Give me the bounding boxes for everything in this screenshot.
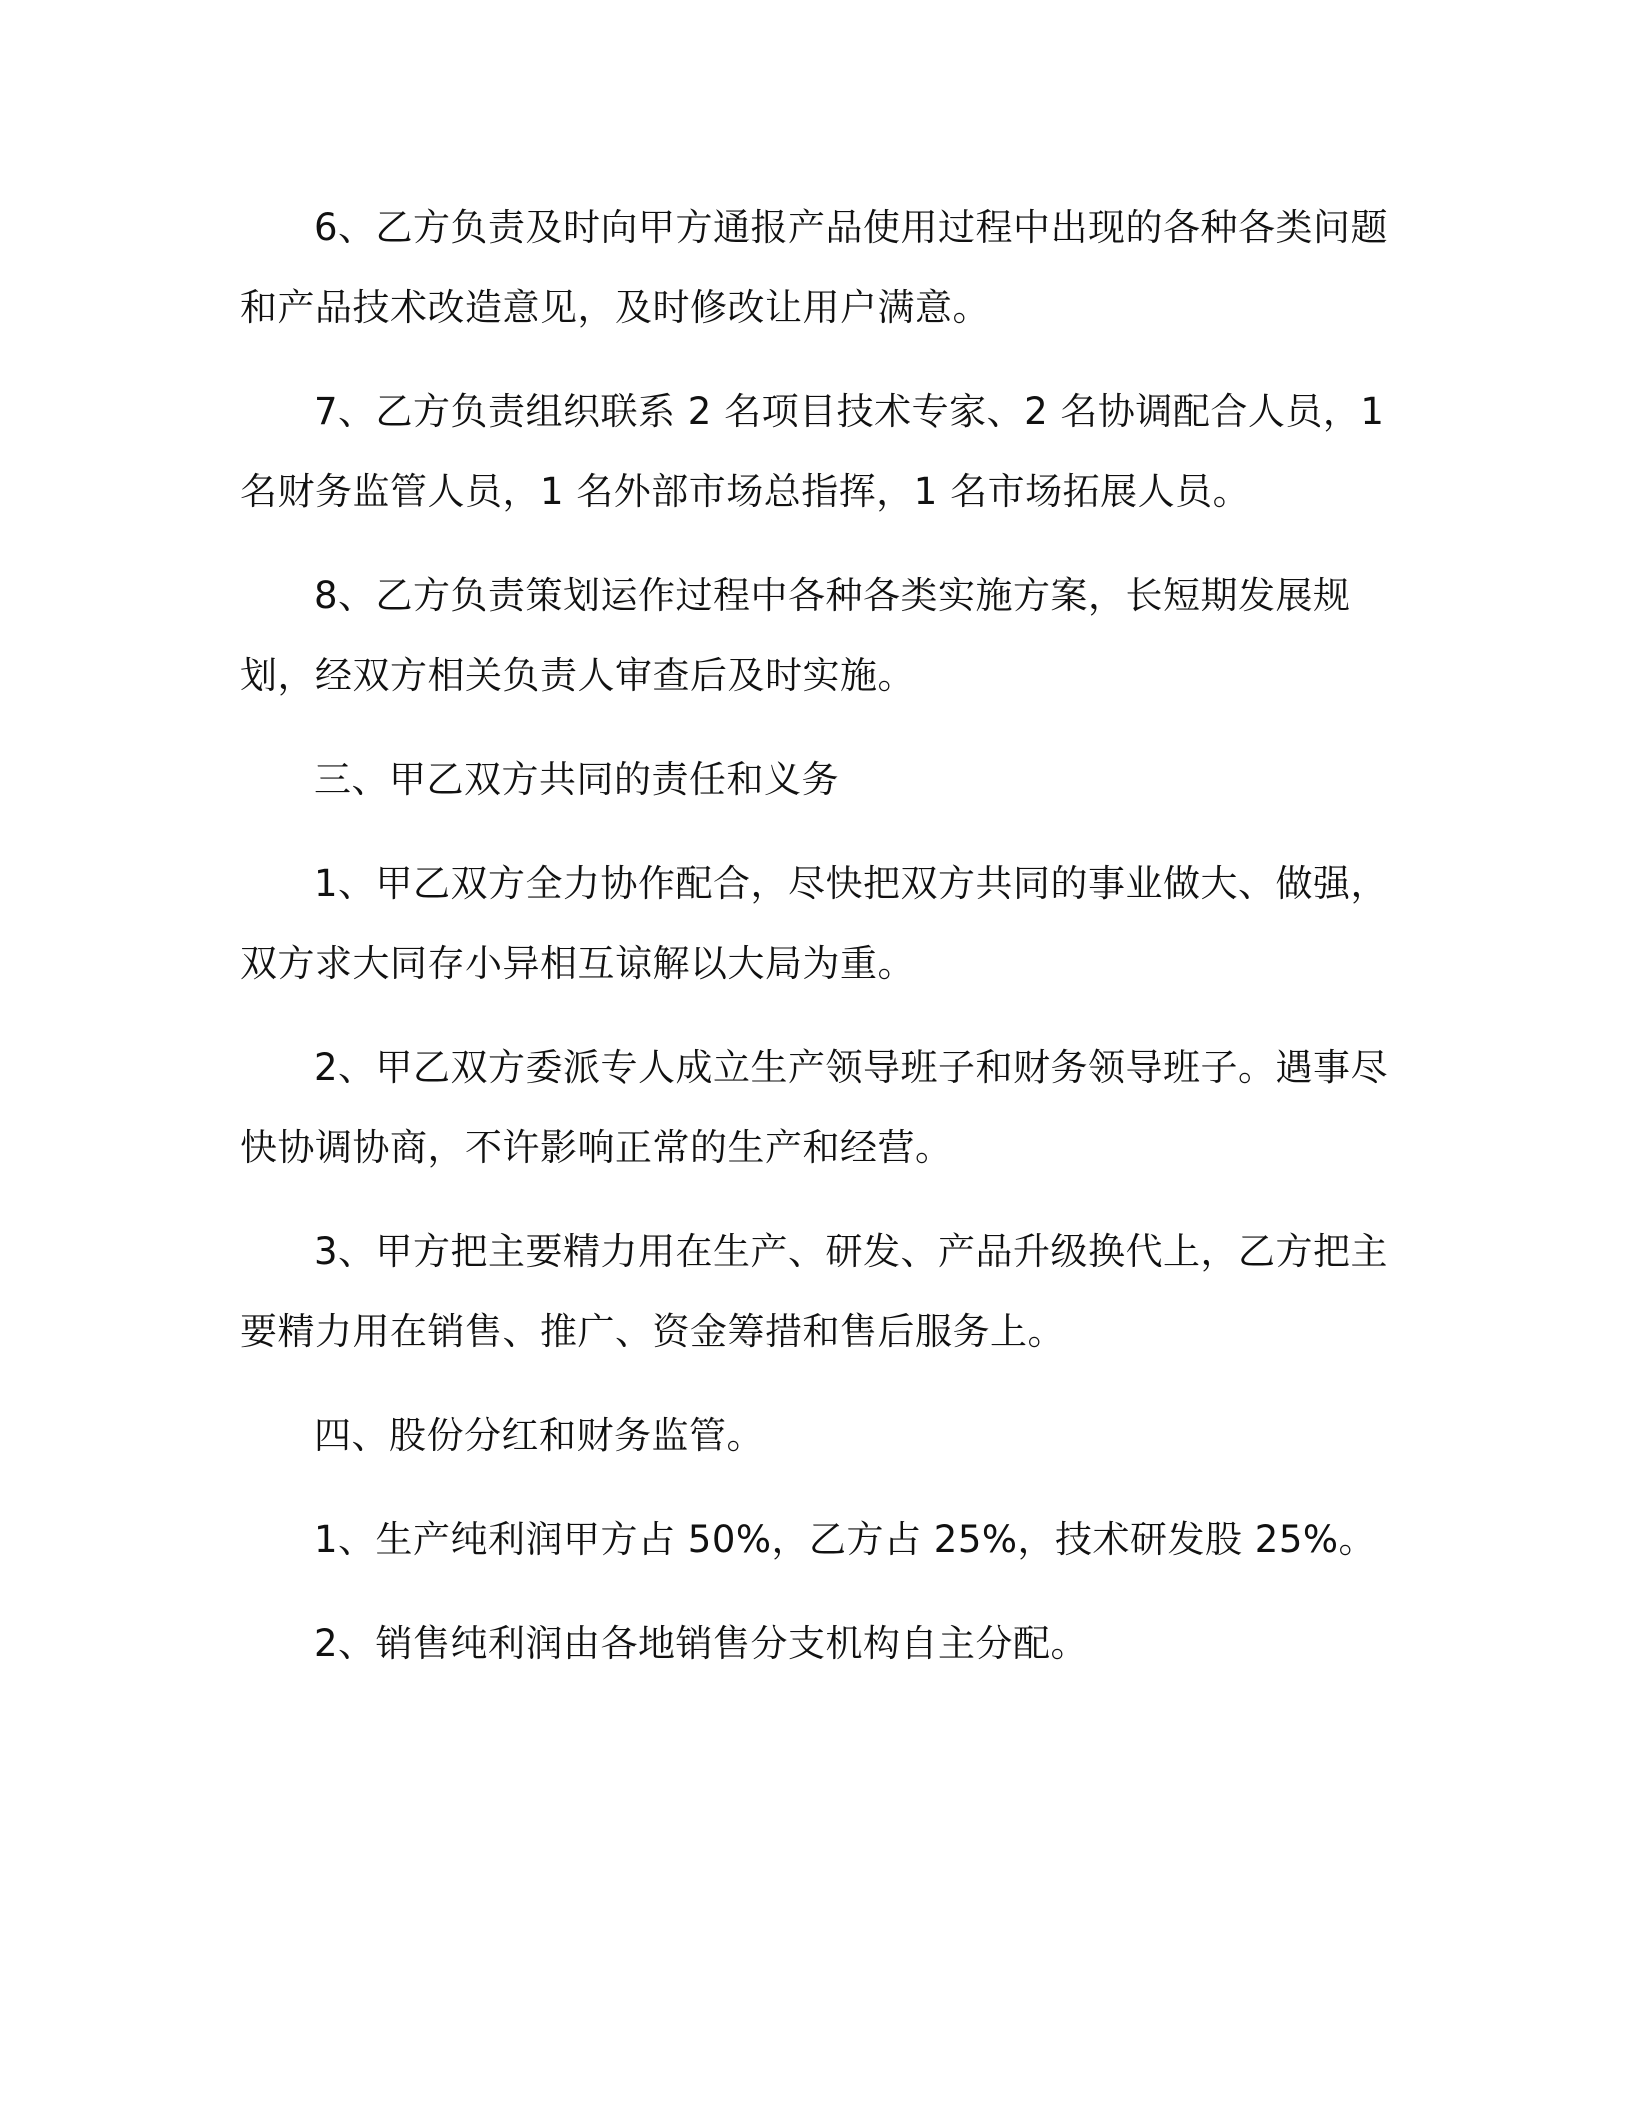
clause-8: 8、乙方负责策划运作过程中各种各类实施方案，长短期发展规划，经双方相关负责人审查后及时实施。	[240, 574, 1351, 697]
section-3-clause-3: 3、甲方把主要精力用在生产、研发、产品升级换代上，乙方把主要精力用在销售、推广、资金筹措和售后服务上。	[240, 1230, 1389, 1353]
document-body	[240, 188, 1410, 1684]
section-3-heading: 三、甲乙双方共同的责任和义务	[314, 758, 839, 801]
clause-6: 6、乙方负责及时向甲方通报产品使用过程中出现的各种各类问题和产品技术改造意见，及时修改让用户满意。	[240, 206, 1389, 329]
section-4-clause-2: 2、销售纯利润由各地销售分支机构自主分配。	[314, 1622, 1089, 1665]
clause-7: 7、乙方负责组织联系 2 名项目技术专家、2 名协调配合人员，1 名财务监管人员，1 名外部市场总指挥，1 名市场拓展人员。	[240, 390, 1385, 513]
section-4-clause-1: 1、生产纯利润甲方占 50%，乙方占 25%，技术研发股 25%。	[314, 1518, 1377, 1561]
section-3-clause-1: 1、甲乙双方全力协作配合，尽快把双方共同的事业做大、做强，双方求大同存小异相互谅解以大局为重。	[240, 862, 1389, 985]
section-3-clause-2: 2、甲乙双方委派专人成立生产领导班子和财务领导班子。遇事尽快协调协商，不许影响正常的生产和经营。	[240, 1046, 1389, 1169]
section-4-heading: 四、股份分红和财务监管。	[314, 1414, 764, 1457]
